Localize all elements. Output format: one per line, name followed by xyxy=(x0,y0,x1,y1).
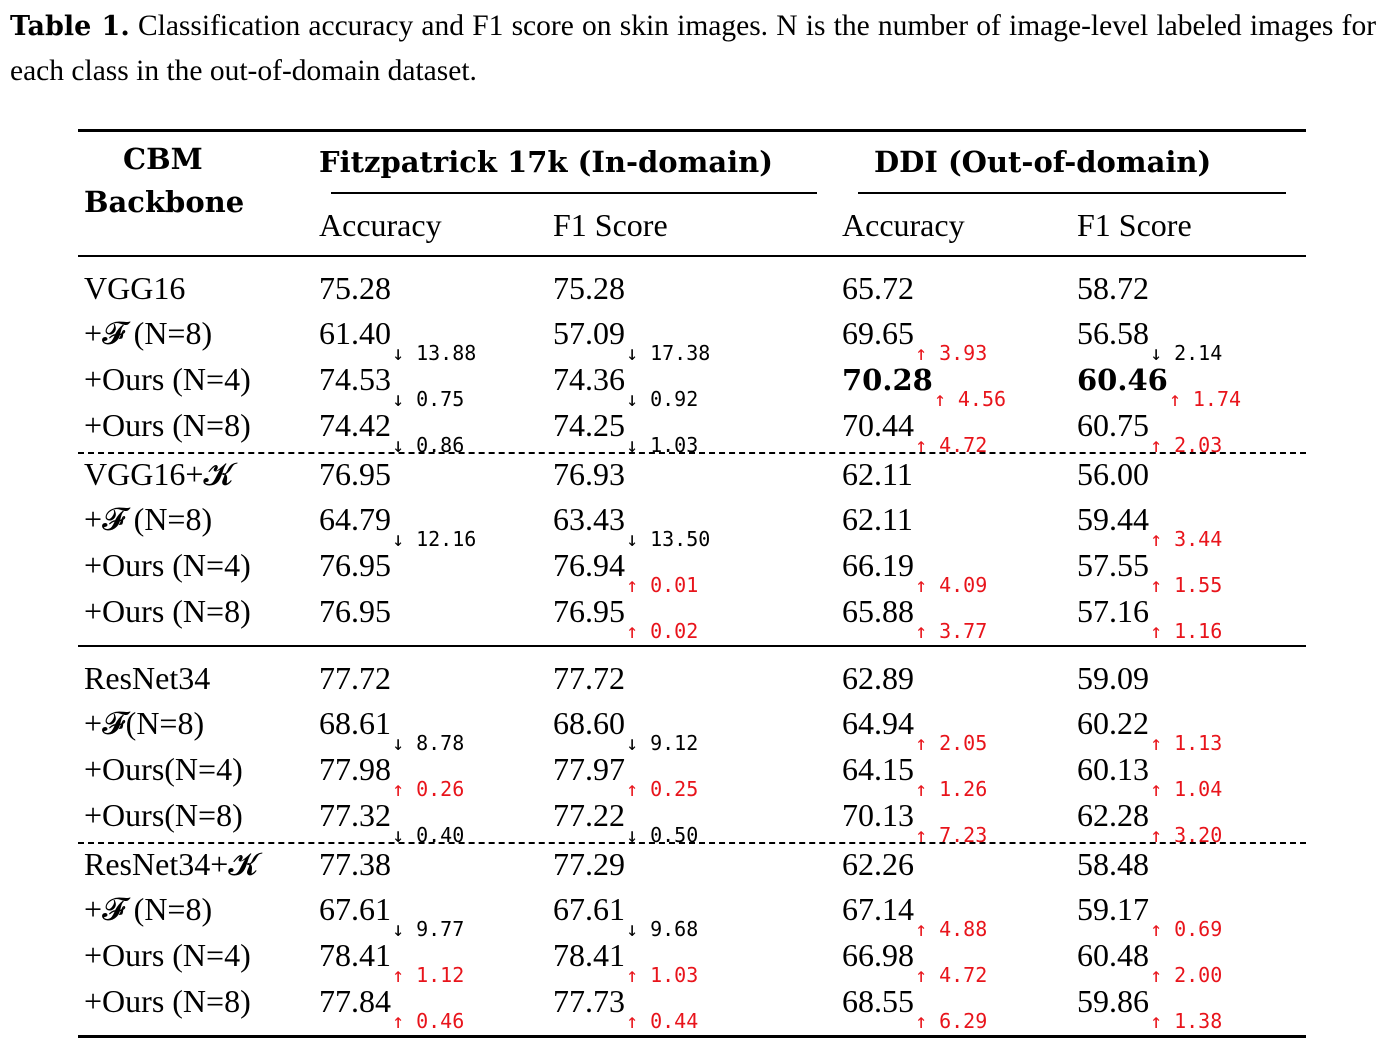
table-cell xyxy=(553,359,699,411)
row-label: +𝓕(N=8) xyxy=(84,705,205,741)
table-row xyxy=(0,454,1387,500)
cell-value: 69.65 xyxy=(842,315,914,351)
top-rule xyxy=(78,129,1306,132)
table-cell xyxy=(842,703,988,755)
cell-value: 63.43 xyxy=(553,501,625,537)
delta-increase: ↑ 4.09 xyxy=(915,573,988,597)
cell-value: 68.60 xyxy=(553,705,625,741)
cell-value: 59.86 xyxy=(1077,983,1149,1019)
table-cell xyxy=(319,499,477,551)
table-cell xyxy=(553,703,699,755)
table-row xyxy=(0,405,1387,457)
cell-value: 60.46 xyxy=(1077,363,1168,397)
table-row xyxy=(0,268,1387,314)
table-cell xyxy=(842,981,988,1033)
delta-decrease: ↓ 13.88 xyxy=(392,341,477,365)
row-label: VGG16+𝓚 xyxy=(84,456,234,492)
cell-value: 68.55 xyxy=(842,983,914,1019)
cell-value: 77.29 xyxy=(553,846,625,882)
cell-value: 77.38 xyxy=(319,846,391,882)
cell-value: 75.28 xyxy=(319,270,391,306)
table-cell xyxy=(319,981,465,1033)
cell-value: 59.44 xyxy=(1077,501,1149,537)
delta-increase: ↑ 1.03 xyxy=(626,963,699,987)
delta-increase: ↑ 0.25 xyxy=(626,777,699,801)
cell-value: 76.95 xyxy=(319,456,391,492)
delta-increase: ↑ 1.04 xyxy=(1150,777,1223,801)
delta-increase: ↑ 3.44 xyxy=(1150,527,1223,551)
delta-decrease: ↓ 0.50 xyxy=(626,823,699,847)
delta-increase: ↑ 2.03 xyxy=(1150,433,1223,457)
cell-value: 78.41 xyxy=(553,937,625,973)
cell-value: 56.58 xyxy=(1077,315,1149,351)
delta-increase: ↑ 0.26 xyxy=(392,777,465,801)
table-cell xyxy=(842,749,988,801)
delta-increase: ↑ 6.29 xyxy=(915,1009,988,1033)
table-row xyxy=(0,749,1387,801)
table-cell xyxy=(1077,545,1223,597)
table-cell xyxy=(319,703,465,755)
table-row xyxy=(0,844,1387,890)
cell-value: 76.95 xyxy=(319,547,391,583)
subheader-accuracy-in: Accuracy xyxy=(319,207,442,243)
delta-increase: ↑ 3.93 xyxy=(915,341,988,365)
table-cell xyxy=(319,359,465,411)
cell-value: 65.72 xyxy=(842,270,914,306)
table-cell xyxy=(1077,454,1149,494)
delta-increase: ↑ 4.88 xyxy=(915,917,988,941)
cell-value: 74.53 xyxy=(319,361,391,397)
table-row xyxy=(0,313,1387,365)
table-cell xyxy=(1077,889,1223,941)
cell-value: 74.42 xyxy=(319,407,391,443)
table-cell xyxy=(319,313,477,365)
table-cell xyxy=(842,889,988,941)
delta-increase: ↑ 1.38 xyxy=(1150,1009,1223,1033)
delta-decrease: ↓ 9.12 xyxy=(626,731,699,755)
table-row xyxy=(0,591,1387,643)
delta-decrease: ↓ 2.14 xyxy=(1150,341,1223,365)
cell-value: 67.14 xyxy=(842,891,914,927)
cell-value: 78.41 xyxy=(319,937,391,973)
table-cell xyxy=(842,454,913,494)
delta-increase: ↑ 7.23 xyxy=(915,823,988,847)
table-cell xyxy=(1077,658,1149,698)
table-cell xyxy=(553,889,699,941)
delta-decrease: ↓ 8.78 xyxy=(392,731,465,755)
table-cell xyxy=(842,268,914,308)
cell-value: 56.00 xyxy=(1077,456,1149,492)
table-cell xyxy=(1077,981,1223,1033)
cell-value: 68.61 xyxy=(319,705,391,741)
cell-value: 77.73 xyxy=(553,983,625,1019)
cell-value: 75.28 xyxy=(553,270,625,306)
backbone-header-line1: CBM xyxy=(123,142,203,176)
cell-value: 61.40 xyxy=(319,315,391,351)
cell-value: 76.95 xyxy=(319,593,391,629)
cell-value: 76.93 xyxy=(553,456,625,492)
table-cell xyxy=(319,844,391,884)
table-cell xyxy=(842,658,914,698)
table-cell xyxy=(842,935,988,987)
table-cell xyxy=(319,935,465,987)
table-cell xyxy=(553,454,625,494)
row-label: +𝓕 (N=8) xyxy=(84,891,213,927)
delta-increase: ↑ 3.20 xyxy=(1150,823,1223,847)
cell-value: 64.79 xyxy=(319,501,391,537)
cell-value: 62.28 xyxy=(1077,797,1149,833)
cell-value: 60.22 xyxy=(1077,705,1149,741)
cell-value: 70.13 xyxy=(842,797,914,833)
delta-decrease: ↓ 13.50 xyxy=(626,527,711,551)
cell-value: 74.25 xyxy=(553,407,625,443)
table-cell xyxy=(1077,405,1223,457)
table-cell xyxy=(842,405,988,457)
delta-increase: ↑ 1.26 xyxy=(915,777,988,801)
cell-value: 62.89 xyxy=(842,660,914,696)
delta-increase: ↑ 0.02 xyxy=(626,619,699,643)
table-cell xyxy=(1077,499,1223,551)
table-cell xyxy=(553,795,699,847)
delta-increase: ↑ 4.72 xyxy=(915,963,988,987)
cell-value: 62.26 xyxy=(842,846,914,882)
delta-decrease: ↓ 17.38 xyxy=(626,341,711,365)
cell-value: 77.84 xyxy=(319,983,391,1019)
table-cell xyxy=(553,499,711,551)
row-label: +Ours (N=4) xyxy=(84,361,251,397)
table-cell xyxy=(553,658,625,698)
cell-value: 59.17 xyxy=(1077,891,1149,927)
group-underline-fitzpatrick xyxy=(331,192,817,194)
delta-increase: ↑ 1.55 xyxy=(1150,573,1223,597)
table-cell xyxy=(319,658,391,698)
cell-value: 57.09 xyxy=(553,315,625,351)
table-cell xyxy=(319,405,465,457)
row-label: ResNet34 xyxy=(84,660,211,696)
cell-value: 77.72 xyxy=(319,660,391,696)
table-row xyxy=(0,545,1387,597)
table-cell xyxy=(1077,844,1149,884)
group-underline-ddi xyxy=(858,192,1286,194)
table-cell xyxy=(553,844,625,884)
table-cell xyxy=(319,591,391,631)
cell-value: 77.98 xyxy=(319,751,391,787)
cell-value: 70.44 xyxy=(842,407,914,443)
table-cell xyxy=(553,749,699,801)
subheader-f1-in: F1 Score xyxy=(553,207,668,243)
table-cell xyxy=(553,268,625,308)
table-cell xyxy=(319,795,465,847)
caption-text: Classification accuracy and F1 score on skin images. N is the number of image-level labeled images for each class in the out-of-domain dataset. xyxy=(10,10,1377,87)
table-cell xyxy=(842,359,1007,411)
table-cell xyxy=(1077,795,1223,847)
group-header-ddi: DDI (Out-of-domain) xyxy=(874,145,1212,179)
row-label: +Ours (N=8) xyxy=(84,407,251,443)
cell-value: 57.55 xyxy=(1077,547,1149,583)
delta-increase: ↑ 3.77 xyxy=(915,619,988,643)
cell-value: 65.88 xyxy=(842,593,914,629)
table-cell xyxy=(842,844,914,884)
table-cell xyxy=(319,454,391,494)
row-label: +Ours (N=4) xyxy=(84,547,251,583)
row-label: +Ours (N=4) xyxy=(84,937,251,973)
row-label: +Ours (N=8) xyxy=(84,593,251,629)
table-cell xyxy=(842,545,988,597)
table-cell xyxy=(842,591,988,643)
delta-decrease: ↓ 9.77 xyxy=(392,917,465,941)
table-cell xyxy=(319,545,391,585)
delta-increase: ↑ 1.12 xyxy=(392,963,465,987)
table-row xyxy=(0,795,1387,847)
delta-decrease: ↓ 12.16 xyxy=(392,527,477,551)
table-row xyxy=(0,359,1387,411)
table-cell xyxy=(553,313,711,365)
table-caption xyxy=(10,4,1376,94)
cell-value: 66.98 xyxy=(842,937,914,973)
delta-increase: ↑ 0.69 xyxy=(1150,917,1223,941)
cell-value: 77.72 xyxy=(553,660,625,696)
table-row xyxy=(0,981,1387,1033)
cell-value: 77.97 xyxy=(553,751,625,787)
row-label: +Ours(N=8) xyxy=(84,797,243,833)
delta-decrease: ↓ 0.75 xyxy=(392,387,465,411)
table-cell xyxy=(319,749,465,801)
table-cell xyxy=(319,268,391,308)
delta-increase: ↑ 4.56 xyxy=(933,387,1007,411)
cell-value: 67.61 xyxy=(319,891,391,927)
bottom-rule xyxy=(78,1035,1306,1038)
delta-increase: ↑ 2.05 xyxy=(915,731,988,755)
cell-value: 66.19 xyxy=(842,547,914,583)
cell-value: 64.94 xyxy=(842,705,914,741)
table-cell xyxy=(1077,268,1149,308)
delta-increase: ↑ 0.01 xyxy=(626,573,699,597)
cell-value: 59.09 xyxy=(1077,660,1149,696)
table-row xyxy=(0,499,1387,551)
table-cell xyxy=(842,499,913,539)
cell-value: 70.28 xyxy=(842,363,933,397)
cell-value: 62.11 xyxy=(842,456,913,492)
delta-decrease: ↓ 9.68 xyxy=(626,917,699,941)
cell-value: 67.61 xyxy=(553,891,625,927)
row-label: VGG16 xyxy=(84,270,186,306)
cell-value: 77.22 xyxy=(553,797,625,833)
cell-value: 62.11 xyxy=(842,501,913,537)
table-row xyxy=(0,703,1387,755)
table-cell xyxy=(842,313,988,365)
cell-value: 57.16 xyxy=(1077,593,1149,629)
header-rule xyxy=(78,255,1306,257)
table-cell xyxy=(1077,703,1223,755)
cell-value: 74.36 xyxy=(553,361,625,397)
cell-value: 60.13 xyxy=(1077,751,1149,787)
delta-increase: ↑ 2.00 xyxy=(1150,963,1223,987)
row-label: ResNet34+𝓚 xyxy=(84,846,258,882)
subheader-accuracy-out: Accuracy xyxy=(842,207,965,243)
group-separator-rule xyxy=(78,645,1306,647)
table-cell xyxy=(553,981,699,1033)
delta-increase: ↑ 1.74 xyxy=(1168,387,1242,411)
backbone-header-line2: Backbone xyxy=(84,185,245,219)
row-label: +𝓕 (N=8) xyxy=(84,315,213,351)
table-cell xyxy=(553,405,699,457)
row-label: +Ours (N=8) xyxy=(84,983,251,1019)
table-cell xyxy=(553,545,699,597)
table-row xyxy=(0,889,1387,941)
cell-value: 58.48 xyxy=(1077,846,1149,882)
table-cell xyxy=(1077,935,1223,987)
table-row xyxy=(0,935,1387,987)
table-row xyxy=(0,658,1387,704)
cell-value: 64.15 xyxy=(842,751,914,787)
table-cell xyxy=(842,795,988,847)
cell-value: 60.75 xyxy=(1077,407,1149,443)
table-cell xyxy=(553,591,699,643)
table-label: Table 1. xyxy=(10,11,130,42)
table-cell xyxy=(1077,359,1242,411)
table-cell xyxy=(319,889,465,941)
cell-value: 77.32 xyxy=(319,797,391,833)
row-label: +𝓕 (N=8) xyxy=(84,501,213,537)
delta-increase: ↑ 1.13 xyxy=(1150,731,1223,755)
delta-increase: ↑ 0.46 xyxy=(392,1009,465,1033)
table-cell xyxy=(1077,591,1223,643)
table-cell xyxy=(1077,749,1223,801)
delta-increase: ↑ 1.16 xyxy=(1150,619,1223,643)
delta-increase: ↑ 4.72 xyxy=(915,433,988,457)
table-cell xyxy=(1077,313,1223,365)
cell-value: 60.48 xyxy=(1077,937,1149,973)
delta-decrease: ↓ 0.92 xyxy=(626,387,699,411)
table-cell xyxy=(553,935,699,987)
delta-decrease: ↓ 0.40 xyxy=(392,823,465,847)
group-header-fitzpatrick: Fitzpatrick 17k (In-domain) xyxy=(319,145,773,179)
row-label: +Ours(N=4) xyxy=(84,751,243,787)
delta-decrease: ↓ 1.03 xyxy=(626,433,699,457)
cell-value: 58.72 xyxy=(1077,270,1149,306)
delta-increase: ↑ 0.44 xyxy=(626,1009,699,1033)
cell-value: 76.94 xyxy=(553,547,625,583)
subheader-f1-out: F1 Score xyxy=(1077,207,1192,243)
delta-decrease: ↓ 0.86 xyxy=(392,433,465,457)
cell-value: 76.95 xyxy=(553,593,625,629)
